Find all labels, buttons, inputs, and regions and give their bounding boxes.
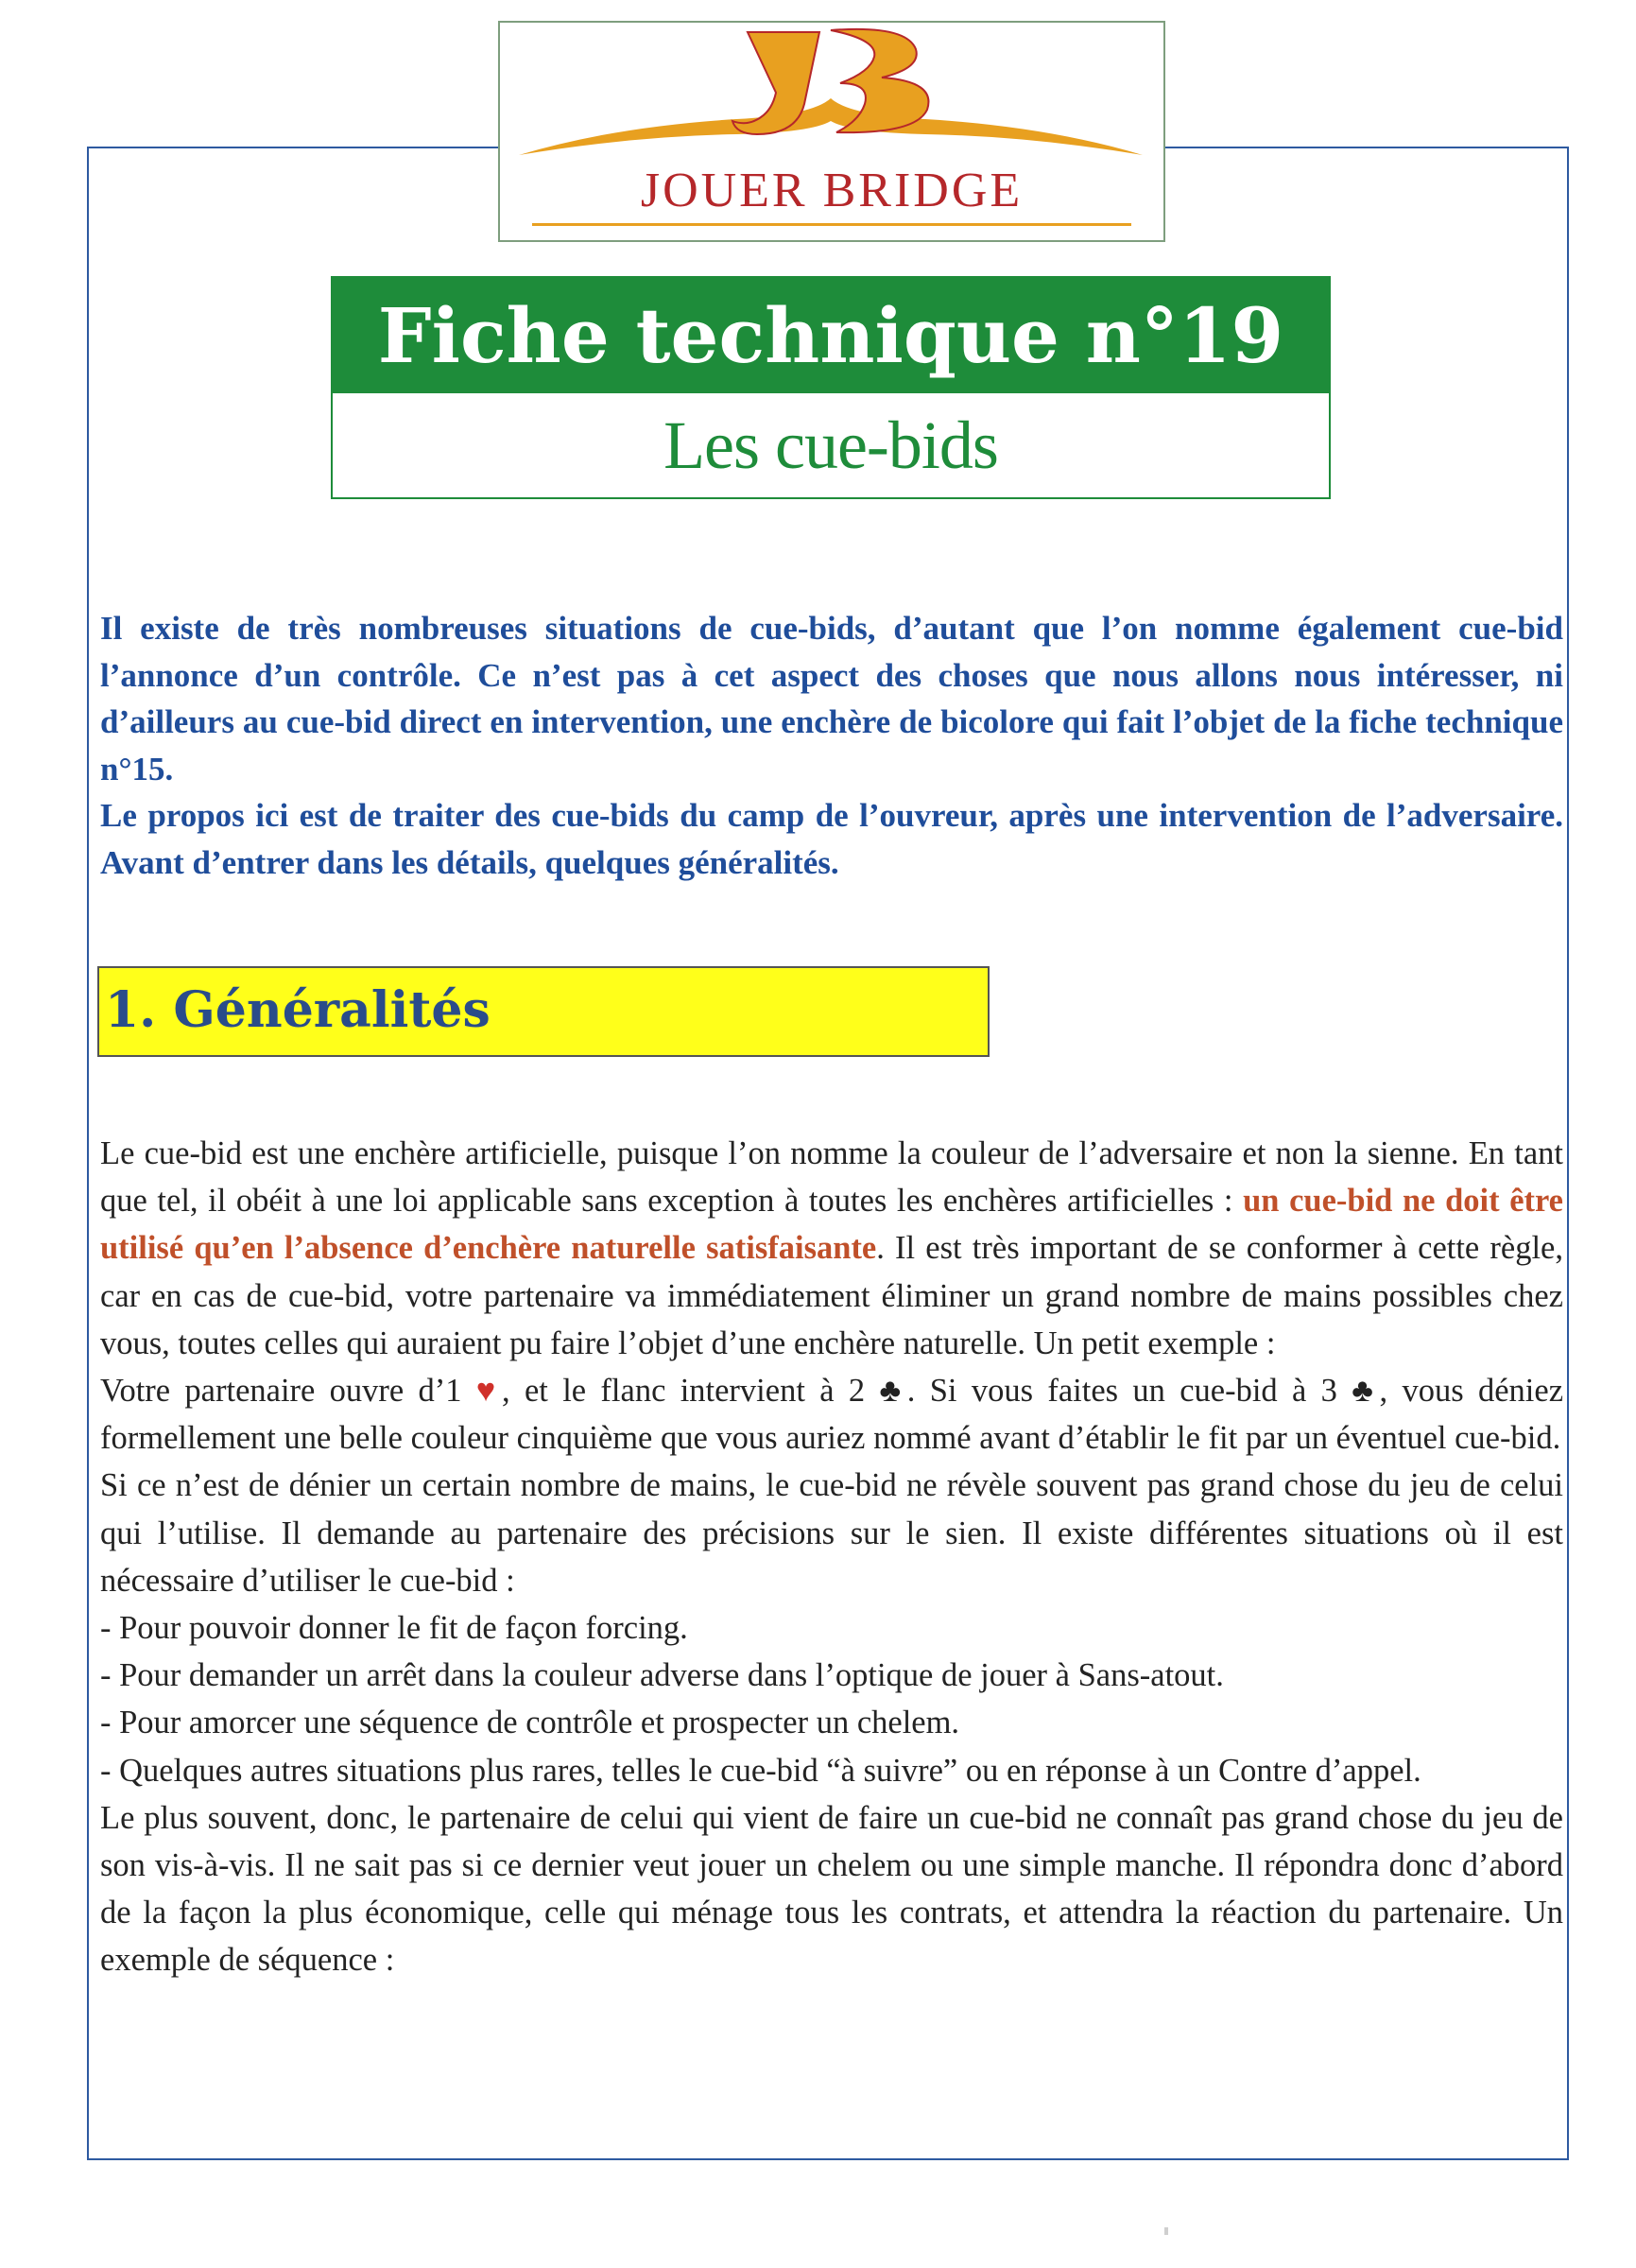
body-paragraph-1 xyxy=(100,1130,1563,1367)
logo xyxy=(498,21,1165,242)
club-suit-icon: ♣ xyxy=(1352,1373,1380,1410)
heart-suit-icon: ♥ xyxy=(475,1373,503,1410)
page-title: Fiche technique n°19 xyxy=(377,291,1284,380)
list-item: - Pour demander un arrêt dans la couleur adverse dans l’optique de jouer à Sans-atout. xyxy=(100,1657,1224,1694)
body-paragraph-4: Le plus souvent, donc, le partenaire de celui qui vient de faire un cue-bid ne connaît pas grand chose du jeu de son vis-à-vis. Il ne sait pas si ce dernier veut jouer un chelem ou une simple manche. Il répondra donc d’abord de la façon la plus économique, celle qui ménage tous les contrats, et attendra la réaction du partenaire. Un exemple de séquence : xyxy=(100,1799,1563,1979)
body-text-span: Le cue-bid est une enchère artificielle, puisque l’on nomme la couleur de l’adversaire et non la sienne. En tant que tel, il obéit à une loi applicable sans exception à toutes les enchères artificielles : xyxy=(100,1135,1563,1220)
scan-speck xyxy=(1164,2227,1168,2235)
section-title: 1. Généralités xyxy=(105,981,491,1039)
intro-text xyxy=(100,605,1563,886)
body-text-span: Votre partenaire ouvre d’1 xyxy=(100,1373,476,1410)
body-text-span: . Si vous faites un cue-bid à 3 xyxy=(906,1373,1352,1410)
list-item: - Quelques autres situations plus rares, telles le cue-bid “à suivre” ou en réponse à un Contre d’appel. xyxy=(100,1752,1421,1789)
club-suit-icon: ♣ xyxy=(879,1373,907,1410)
title-box xyxy=(331,276,1331,499)
body-text-span: , vous déniez formellement une belle couleur cinquième que vous auriez nommé avant d’établir le fit par un éventuel cue-bid. xyxy=(100,1373,1564,1457)
intro-paragraph-2: Le propos ici est de traiter des cue-bids du camp de l’ouvreur, après une intervention de l’adversaire. Avant d’entrer dans les détails, quelques généralités. xyxy=(100,797,1563,881)
logo-underline xyxy=(532,223,1131,226)
body-text-span: . Il est très important de se conformer à cette règle, car en cas de cue-bid, votre partenaire va immédiatement éliminer un grand nombre de mains possibles chez vous, toutes celles qui auraient pu faire l’objet d’une enchère naturelle. Un petit exemple : xyxy=(100,1230,1563,1361)
logo-text: JOUER BRIDGE xyxy=(640,164,1024,217)
body-text xyxy=(100,1130,1563,1984)
list-item: - Pour amorcer une séquence de contrôle et prospecter un chelem. xyxy=(100,1705,960,1741)
body-paragraph-3: Si ce n’est de dénier un certain nombre de mains, le cue-bid ne révèle souvent pas grand chose du jeu de celui qui l’utilise. Il demande au partenaire des précisions sur le sien. Il existe différentes situations où il est nécessaire d’utiliser le cue-bid : xyxy=(100,1467,1563,1599)
intro-paragraph-1: Il existe de très nombreuses situations de cue-bids, d’autant que l’on nomme également cue-bid l’annonce d’un contrôle. Ce n’est pas à cet aspect des choses que nous allons nous intéresser, ni d’ailleurs au cue-bid direct en intervention, une enchère de bicolore qui fait l’objet de la fiche technique n°15. xyxy=(100,610,1563,788)
section-header xyxy=(97,966,990,1057)
body-paragraph-2 xyxy=(100,1367,1563,1462)
page-subtitle: Les cue-bids xyxy=(663,407,998,483)
rule-emphasis: un cue-bid ne doit être utilisé qu’en l’absence d’enchère naturelle satisfaisante xyxy=(100,1183,1563,1267)
body-text-span: , et le flanc intervient à 2 xyxy=(502,1373,880,1410)
list-item: - Pour pouvoir donner le fit de façon forcing. xyxy=(100,1610,688,1647)
